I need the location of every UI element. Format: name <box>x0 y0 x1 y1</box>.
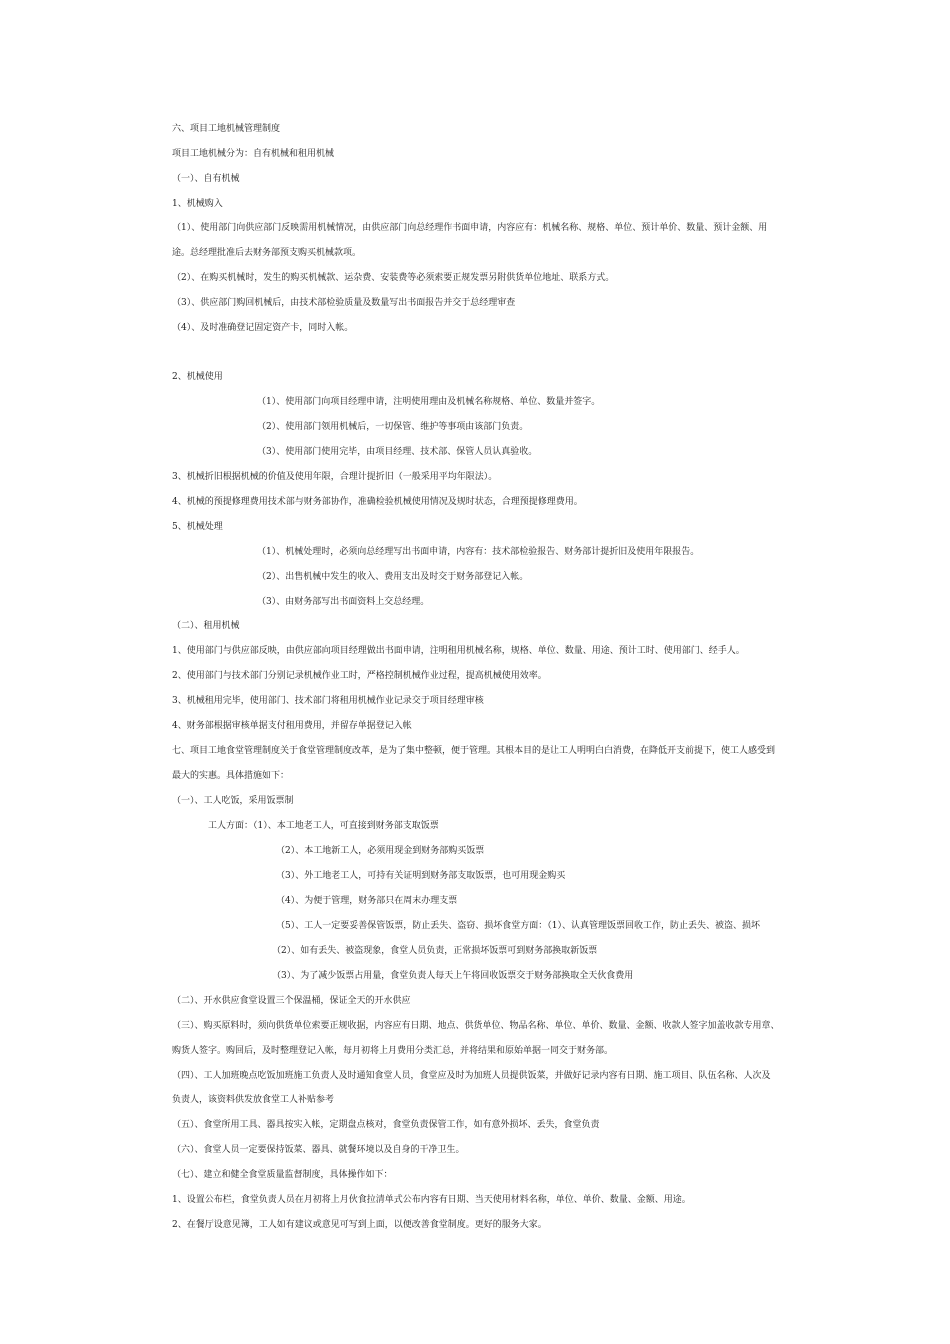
text-line: （六）、食堂人员一定要保持饭菜、器具、就餐环境以及自身的干净卫生。 <box>172 1145 465 1155</box>
text-line: 项目工地机械分为：自有机械和租用机械 <box>172 149 335 159</box>
text-line: （二）、开水供应食堂设置三个保温桶，保证全天的开水供应 <box>172 996 411 1006</box>
text-line: （三）、购买原料时，须向供货单位索要正规收据，内容应有日期、地点、供货单位、物品名称、单位、单价、数量、金额、收款人签字加盖收款专用章、 <box>172 1021 780 1031</box>
text-line: （3）、使用部门使用完毕，由项目经理、技术部、保管人员认真验收。 <box>257 447 538 457</box>
text-line: 途。总经理批准后去财务部预支购买机械款项。 <box>172 248 362 258</box>
text-line: 1、使用部门与供应部反映，由供应部向项目经理做出书面申请，注明租用机械名称，规格、单位、数量、用途、预计工时、使用部门、经手人。 <box>172 646 745 656</box>
item-heading-disposal: 5、机械处理 <box>172 522 223 532</box>
text-line: （2）、使用部门领用机械后，一切保管、维护等事项由该部门负责。 <box>257 422 529 432</box>
section-heading-machinery: 六、项目工地机械管理制度 <box>172 124 281 134</box>
text-line: （2）、本工地新工人，必须用现金到财务部购买饭票 <box>276 846 485 856</box>
text-line: （2）、在购买机械时，发生的购买机械款、运杂费、安装费等必须索要正规发票另附供货单位地址、联系方式。 <box>172 273 615 283</box>
text-line: （2）、如有丢失、被盗现象，食堂人员负责，正常损坏饭票可到财务部换取新饭票 <box>272 946 598 956</box>
text-line: 2、使用部门与技术部门分别记录机械作业工时，严格控制机械作业过程，提高机械使用效率。 <box>172 671 547 681</box>
text-line: （4）、及时准确登记固定资产卡，同时入帐。 <box>172 323 354 333</box>
text-line: （4）、为便于管理，财务部只在周末办理支票 <box>276 896 458 906</box>
text-line: 2、在餐厅设意见簿，工人如有建议或意见可写到上面，以便改善食堂制度。更好的服务大家。 <box>172 1220 547 1230</box>
item-heading-usage: 2、机械使用 <box>172 372 223 382</box>
text-line: 工人方面：（1）、本工地老工人，可直接到财务部支取饭票 <box>208 821 439 831</box>
text-line: （1）、使用部门向供应部门反映需用机械情况，由供应部门向总经理作书面申请，内容应有：机械名称、规格、单位、预计单价、数量、预计金额、用 <box>172 223 768 233</box>
subsection-heading-meal-tickets: （一）、工人吃饭，采用饭票制 <box>172 796 294 806</box>
text-line: （3）、由财务部写出书面资料上交总经理。 <box>257 597 430 607</box>
subsection-heading-rented-machinery: （二）、租用机械 <box>172 621 240 631</box>
subsection-heading-own-machinery: （一）、自有机械 <box>172 174 240 184</box>
text-line: 购货人签字。购回后，及时整理登记入帐，每月初将上月费用分类汇总，并将结果和原始单据一同交于财务部。 <box>172 1046 614 1056</box>
text-line: 负责人，该资料供发放食堂工人补贴参考 <box>172 1095 335 1105</box>
text-line: （5）、工人一定要妥善保管饭票，防止丢失、盗窃、损坏食堂方面：（1）、认真管理饭票回收工作，防止丢失、被盗、损坏 <box>276 921 760 931</box>
subsection-heading-quality-supervision: （七）、建立和健全食堂质量监督制度，具体操作如下： <box>172 1170 393 1180</box>
text-line: （五）、食堂所用工具、器具按实入帐，定期盘点核对，食堂负责保管工作，如有意外损坏、丢失，食堂负责 <box>172 1120 600 1130</box>
text-line: 4、机械的预提修理费用技术部与财务部协作，准确检验机械使用情况及规时状态，合理预提修理费用。 <box>172 497 583 507</box>
text-line: （2）、出售机械中发生的收入、费用支出及时交于财务部登记入帐。 <box>257 572 529 582</box>
text-line: （1）、机械处理时，必须向总经理写出书面申请，内容有：技术部检验报告、财务部计提折旧及使用年限报告。 <box>257 547 700 557</box>
text-line: （1）、使用部门向项目经理申请，注明使用理由及机械名称规格、单位、数量并签字。 <box>257 397 601 407</box>
text-line: 4、财务部根据审核单据支付租用费用，并留存单据登记入帐 <box>172 721 412 731</box>
text-line: 最大的实惠。具体措施如下： <box>172 771 290 781</box>
text-line: 3、机械折旧根据机械的价值及使用年限，合理计提折旧（一般采用平均年限法）。 <box>172 472 498 482</box>
text-line: （3）、供应部门购回机械后，由技术部检验质量及数量写出书面报告并交于总经理审查 <box>172 298 516 308</box>
text-line: 1、设置公布栏，食堂负责人员在月初将上月伙食拉清单式公布内容有日期、当天使用材料名称，单位、单价、数量、金额、用途。 <box>172 1195 691 1205</box>
text-line: （3）、外工地老工人，可持有关证明到财务部支取饭票，也可用现金购买 <box>276 871 566 881</box>
text-line: 3、机械租用完毕，使用部门、技术部门将租用机械作业记录交于项目经理审核 <box>172 696 484 706</box>
item-heading-purchase: 1、机械购入 <box>172 199 223 209</box>
text-line: （四）、工人加班晚点吃饭加班施工负责人及时通知食堂人员，食堂应及时为加班人员提供饭菜，并做好记录内容有日期、施工项目、队伍名称、人次及 <box>172 1071 771 1081</box>
section-heading-canteen: 七、项目工地食堂管理制度关于食堂管理制度改革，是为了集中整顿，便于管理。其根本目的是让工人明明白白消费，在降低开支前提下，使工人感受到 <box>172 746 776 756</box>
text-line: （3）、为了减少饭票占用量，食堂负责人每天上午将回收饭票交于财务部换取全天伙食费用 <box>272 971 634 981</box>
